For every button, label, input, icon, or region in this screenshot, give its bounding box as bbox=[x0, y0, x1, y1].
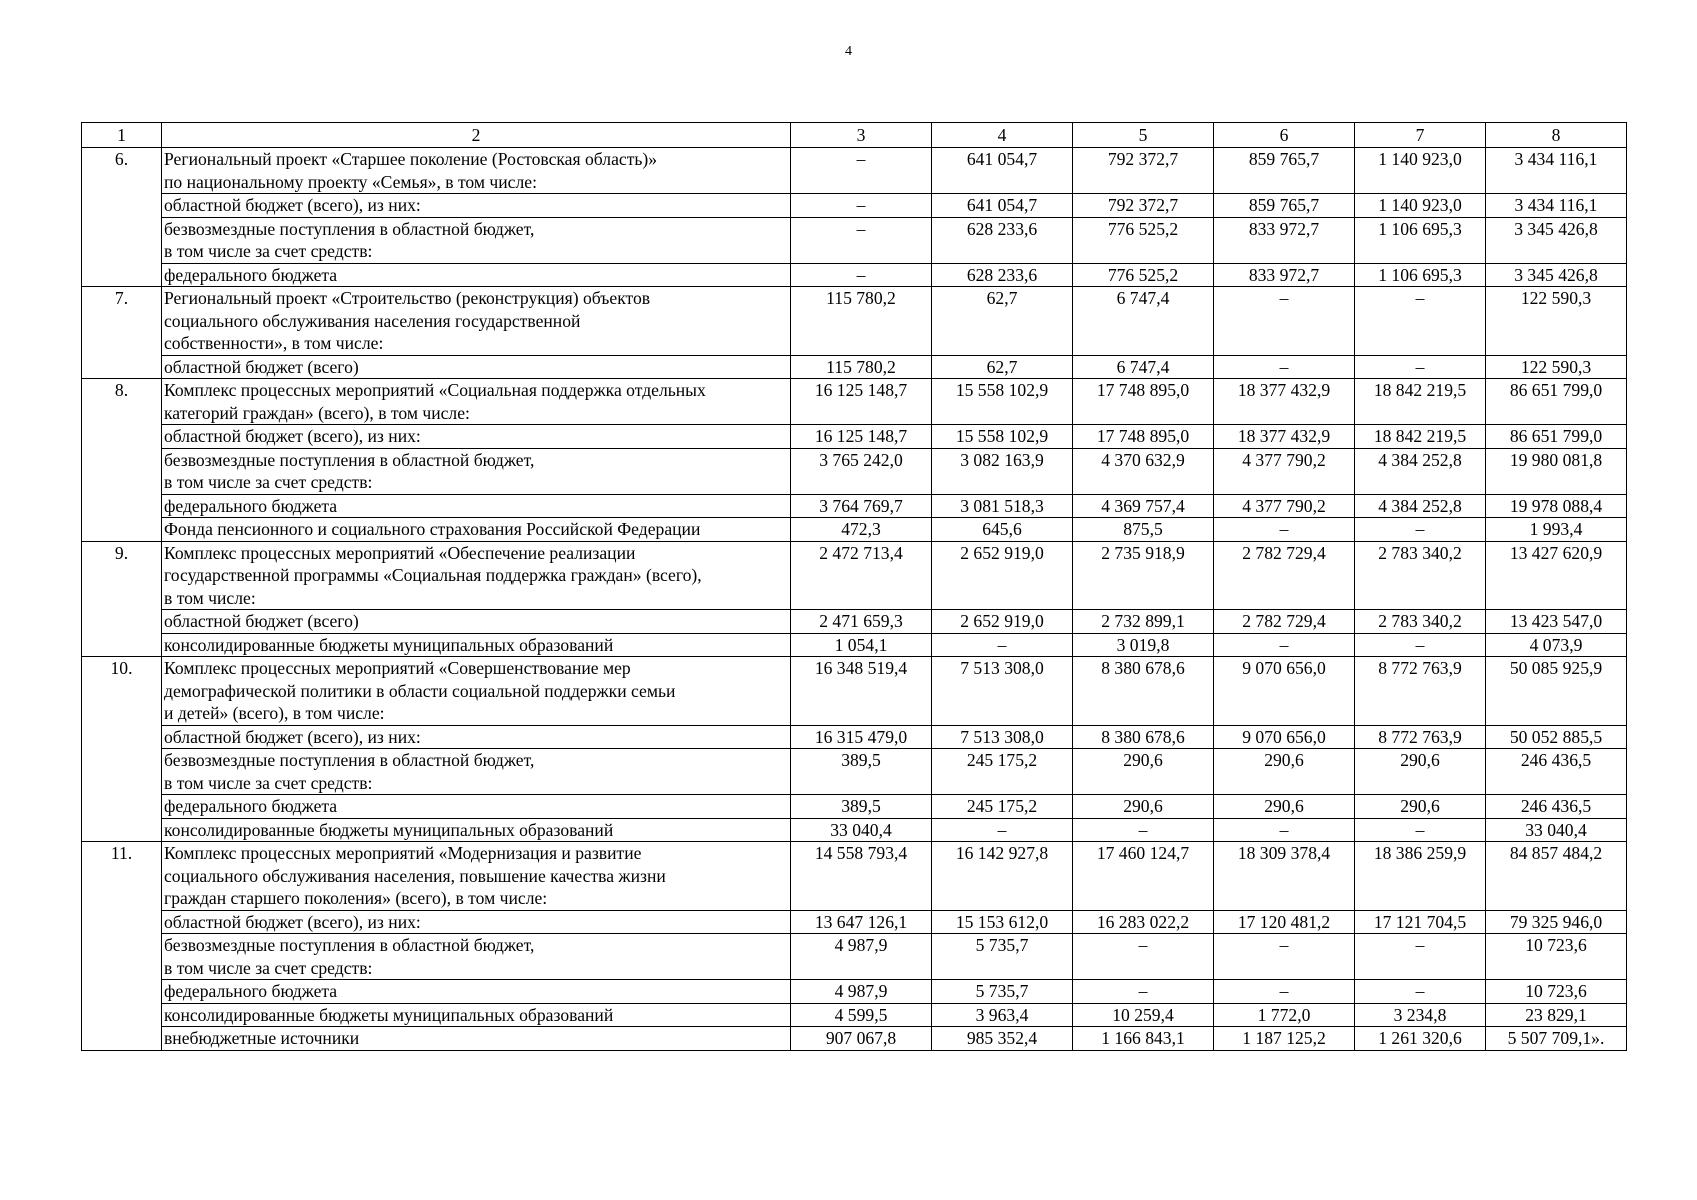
value-cell: 15 153 612,0 bbox=[932, 910, 1073, 934]
value-cell: 3 434 116,1 bbox=[1486, 148, 1627, 194]
value-cell: 2 732 899,1 bbox=[1073, 610, 1214, 634]
value-cell: 8 772 763,9 bbox=[1355, 657, 1486, 726]
table-body bbox=[82, 123, 1627, 1051]
column-header: 8 bbox=[1486, 123, 1627, 148]
table-row bbox=[82, 217, 1627, 263]
value-cell: 1 106 695,3 bbox=[1355, 217, 1486, 263]
value-cell: 246 436,5 bbox=[1486, 749, 1627, 795]
value-cell: 122 590,3 bbox=[1486, 287, 1627, 356]
value-cell: 18 842 219,5 bbox=[1355, 379, 1486, 425]
value-cell: 628 233,6 bbox=[932, 263, 1073, 287]
table-row bbox=[82, 287, 1627, 356]
value-cell: – bbox=[932, 818, 1073, 842]
row-description: областной бюджет (всего), из них: bbox=[162, 425, 791, 449]
value-cell: 122 590,3 bbox=[1486, 355, 1627, 379]
value-cell: 3 234,8 bbox=[1355, 1003, 1486, 1027]
value-cell: 8 380 678,6 bbox=[1073, 657, 1214, 726]
value-cell: 2 782 729,4 bbox=[1214, 541, 1355, 610]
value-cell: 859 765,7 bbox=[1214, 194, 1355, 218]
table-row bbox=[82, 842, 1627, 911]
value-cell: – bbox=[1355, 980, 1486, 1004]
value-cell: 33 040,4 bbox=[1486, 818, 1627, 842]
table-row bbox=[82, 749, 1627, 795]
table-row bbox=[82, 194, 1627, 218]
value-cell: – bbox=[1355, 355, 1486, 379]
row-description: Региональный проект «Старшее поколение (Ростовская область)» по национальному проекту «Семья», в том числе: bbox=[162, 148, 791, 194]
value-cell: 1 166 843,1 bbox=[1073, 1027, 1214, 1051]
column-header: 7 bbox=[1355, 123, 1486, 148]
value-cell: 4 377 790,2 bbox=[1214, 494, 1355, 518]
row-description: областной бюджет (всего), из них: bbox=[162, 725, 791, 749]
value-cell: 7 513 308,0 bbox=[932, 725, 1073, 749]
column-header: 2 bbox=[162, 123, 791, 148]
table-row bbox=[82, 355, 1627, 379]
value-cell: 389,5 bbox=[791, 749, 932, 795]
header-row bbox=[82, 123, 1627, 148]
value-cell: 17 120 481,2 bbox=[1214, 910, 1355, 934]
value-cell: 10 723,6 bbox=[1486, 980, 1627, 1004]
row-index: 10. bbox=[82, 657, 162, 842]
value-cell: 4 377 790,2 bbox=[1214, 448, 1355, 494]
value-cell: 16 315 479,0 bbox=[791, 725, 932, 749]
table-row bbox=[82, 725, 1627, 749]
table-row bbox=[82, 379, 1627, 425]
row-description: областной бюджет (всего), из них: bbox=[162, 910, 791, 934]
value-cell: 6 747,4 bbox=[1073, 287, 1214, 356]
value-cell: 14 558 793,4 bbox=[791, 842, 932, 911]
value-cell: 13 427 620,9 bbox=[1486, 541, 1627, 610]
value-cell: 2 783 340,2 bbox=[1355, 541, 1486, 610]
value-cell: 4 987,9 bbox=[791, 980, 932, 1004]
value-cell: 4 369 757,4 bbox=[1073, 494, 1214, 518]
value-cell: 875,5 bbox=[1073, 518, 1214, 542]
value-cell: 5 735,7 bbox=[932, 934, 1073, 980]
value-cell: 1 261 320,6 bbox=[1355, 1027, 1486, 1051]
row-description: безвозмездные поступления в областной бюджет, в том числе за счет средств: bbox=[162, 448, 791, 494]
value-cell: 2 471 659,3 bbox=[791, 610, 932, 634]
value-cell: 907 067,8 bbox=[791, 1027, 932, 1051]
value-cell: 19 980 081,8 bbox=[1486, 448, 1627, 494]
value-cell: 18 377 432,9 bbox=[1214, 379, 1355, 425]
value-cell: – bbox=[1355, 287, 1486, 356]
page-number: 4 bbox=[845, 44, 852, 59]
value-cell: 1 054,1 bbox=[791, 633, 932, 657]
column-header: 1 bbox=[82, 123, 162, 148]
value-cell: 19 978 088,4 bbox=[1486, 494, 1627, 518]
value-cell: 23 829,1 bbox=[1486, 1003, 1627, 1027]
value-cell: – bbox=[1355, 518, 1486, 542]
column-header: 6 bbox=[1214, 123, 1355, 148]
value-cell: 290,6 bbox=[1355, 749, 1486, 795]
value-cell: 8 380 678,6 bbox=[1073, 725, 1214, 749]
value-cell: 3 765 242,0 bbox=[791, 448, 932, 494]
value-cell: 792 372,7 bbox=[1073, 148, 1214, 194]
table-row bbox=[82, 934, 1627, 980]
value-cell: 17 460 124,7 bbox=[1073, 842, 1214, 911]
value-cell: – bbox=[1073, 980, 1214, 1004]
value-cell: 5 735,7 bbox=[932, 980, 1073, 1004]
row-description: безвозмездные поступления в областной бюджет, в том числе за счет средств: bbox=[162, 934, 791, 980]
value-cell: 833 972,7 bbox=[1214, 217, 1355, 263]
value-cell: 290,6 bbox=[1073, 795, 1214, 819]
value-cell: 2 652 919,0 bbox=[932, 541, 1073, 610]
row-index: 7. bbox=[82, 287, 162, 379]
value-cell: – bbox=[1214, 818, 1355, 842]
value-cell: – bbox=[1214, 980, 1355, 1004]
table-row bbox=[82, 425, 1627, 449]
value-cell: 86 651 799,0 bbox=[1486, 379, 1627, 425]
table-row bbox=[82, 518, 1627, 542]
value-cell: 290,6 bbox=[1214, 795, 1355, 819]
value-cell: 79 325 946,0 bbox=[1486, 910, 1627, 934]
value-cell: 4 599,5 bbox=[791, 1003, 932, 1027]
table-row bbox=[82, 910, 1627, 934]
row-description: федерального бюджета bbox=[162, 494, 791, 518]
value-cell: – bbox=[1073, 818, 1214, 842]
value-cell: 4 987,9 bbox=[791, 934, 932, 980]
value-cell: 3 434 116,1 bbox=[1486, 194, 1627, 218]
row-description: консолидированные бюджеты муниципальных образований bbox=[162, 633, 791, 657]
value-cell: 290,6 bbox=[1355, 795, 1486, 819]
value-cell: 17 121 704,5 bbox=[1355, 910, 1486, 934]
value-cell: 1 106 695,3 bbox=[1355, 263, 1486, 287]
value-cell: 3 345 426,8 bbox=[1486, 217, 1627, 263]
value-cell: 2 472 713,4 bbox=[791, 541, 932, 610]
value-cell: – bbox=[791, 148, 932, 194]
value-cell: 10 259,4 bbox=[1073, 1003, 1214, 1027]
value-cell: 15 558 102,9 bbox=[932, 425, 1073, 449]
value-cell: 833 972,7 bbox=[1214, 263, 1355, 287]
row-description: консолидированные бюджеты муниципальных образований bbox=[162, 1003, 791, 1027]
value-cell: 776 525,2 bbox=[1073, 217, 1214, 263]
value-cell: 1 772,0 bbox=[1214, 1003, 1355, 1027]
row-description: консолидированные бюджеты муниципальных образований bbox=[162, 818, 791, 842]
column-header: 5 bbox=[1073, 123, 1214, 148]
row-description: Комплекс процессных мероприятий «Социальная поддержка отдельных категорий граждан» (всего), в том числе: bbox=[162, 379, 791, 425]
value-cell: 16 125 148,7 bbox=[791, 379, 932, 425]
value-cell: 62,7 bbox=[932, 287, 1073, 356]
table-row bbox=[82, 1003, 1627, 1027]
value-cell: 641 054,7 bbox=[932, 148, 1073, 194]
row-description: областной бюджет (всего) bbox=[162, 610, 791, 634]
table-row bbox=[82, 448, 1627, 494]
value-cell: 641 054,7 bbox=[932, 194, 1073, 218]
value-cell: 9 070 656,0 bbox=[1214, 657, 1355, 726]
value-cell: – bbox=[932, 633, 1073, 657]
value-cell: 18 377 432,9 bbox=[1214, 425, 1355, 449]
value-cell: 33 040,4 bbox=[791, 818, 932, 842]
row-description: Комплекс процессных мероприятий «Модернизация и развитие социального обслуживания населения, повышение качества жизни граждан старшего поколения» (всего), в том числе: bbox=[162, 842, 791, 911]
row-description: Фонда пенсионного и социального страхования Российской Федерации bbox=[162, 518, 791, 542]
value-cell: 985 352,4 bbox=[932, 1027, 1073, 1051]
value-cell: 115 780,2 bbox=[791, 287, 932, 356]
value-cell: 10 723,6 bbox=[1486, 934, 1627, 980]
value-cell: 50 085 925,9 bbox=[1486, 657, 1627, 726]
value-cell: 290,6 bbox=[1073, 749, 1214, 795]
table-row bbox=[82, 980, 1627, 1004]
value-cell: 4 370 632,9 bbox=[1073, 448, 1214, 494]
value-cell: 18 309 378,4 bbox=[1214, 842, 1355, 911]
row-index: 11. bbox=[82, 842, 162, 1051]
value-cell: 16 283 022,2 bbox=[1073, 910, 1214, 934]
value-cell: 13 423 547,0 bbox=[1486, 610, 1627, 634]
value-cell: 3 082 163,9 bbox=[932, 448, 1073, 494]
value-cell: 1 140 923,0 bbox=[1355, 194, 1486, 218]
value-cell: 2 735 918,9 bbox=[1073, 541, 1214, 610]
value-cell: 4 384 252,8 bbox=[1355, 494, 1486, 518]
value-cell: 3 345 426,8 bbox=[1486, 263, 1627, 287]
row-description: федерального бюджета bbox=[162, 795, 791, 819]
table-row bbox=[82, 263, 1627, 287]
value-cell: 792 372,7 bbox=[1073, 194, 1214, 218]
value-cell: – bbox=[791, 217, 932, 263]
value-cell: 9 070 656,0 bbox=[1214, 725, 1355, 749]
value-cell: 290,6 bbox=[1214, 749, 1355, 795]
value-cell: – bbox=[1214, 287, 1355, 356]
table-row bbox=[82, 795, 1627, 819]
table-row bbox=[82, 541, 1627, 610]
value-cell: 115 780,2 bbox=[791, 355, 932, 379]
column-header: 3 bbox=[791, 123, 932, 148]
value-cell: 86 651 799,0 bbox=[1486, 425, 1627, 449]
value-cell: – bbox=[1355, 934, 1486, 980]
row-description: Комплекс процессных мероприятий «Совершенствование мер демографической политики в области социальной поддержки семьи и детей» (всего), в том числе: bbox=[162, 657, 791, 726]
value-cell: – bbox=[1214, 518, 1355, 542]
value-cell: 5 507 709,1». bbox=[1486, 1027, 1627, 1051]
value-cell: – bbox=[1214, 934, 1355, 980]
table-row bbox=[82, 818, 1627, 842]
table-row bbox=[82, 494, 1627, 518]
budget-table bbox=[81, 122, 1627, 1051]
row-description: внебюджетные источники bbox=[162, 1027, 791, 1051]
value-cell: 1 140 923,0 bbox=[1355, 148, 1486, 194]
column-header: 4 bbox=[932, 123, 1073, 148]
value-cell: 4 384 252,8 bbox=[1355, 448, 1486, 494]
value-cell: 16 125 148,7 bbox=[791, 425, 932, 449]
value-cell: 859 765,7 bbox=[1214, 148, 1355, 194]
value-cell: 3 019,8 bbox=[1073, 633, 1214, 657]
value-cell: – bbox=[791, 194, 932, 218]
value-cell: 389,5 bbox=[791, 795, 932, 819]
value-cell: 628 233,6 bbox=[932, 217, 1073, 263]
value-cell: 3 963,4 bbox=[932, 1003, 1073, 1027]
value-cell: 13 647 126,1 bbox=[791, 910, 932, 934]
value-cell: – bbox=[1355, 633, 1486, 657]
row-description: федерального бюджета bbox=[162, 263, 791, 287]
row-description: областной бюджет (всего) bbox=[162, 355, 791, 379]
value-cell: 84 857 484,2 bbox=[1486, 842, 1627, 911]
value-cell: 18 842 219,5 bbox=[1355, 425, 1486, 449]
row-description: безвозмездные поступления в областной бюджет, в том числе за счет средств: bbox=[162, 217, 791, 263]
value-cell: 16 142 927,8 bbox=[932, 842, 1073, 911]
value-cell: 17 748 895,0 bbox=[1073, 425, 1214, 449]
value-cell: 50 052 885,5 bbox=[1486, 725, 1627, 749]
value-cell: 3 081 518,3 bbox=[932, 494, 1073, 518]
value-cell: 62,7 bbox=[932, 355, 1073, 379]
value-cell: 776 525,2 bbox=[1073, 263, 1214, 287]
value-cell: 472,3 bbox=[791, 518, 932, 542]
row-index: 6. bbox=[82, 148, 162, 287]
row-index: 8. bbox=[82, 379, 162, 542]
row-index: 9. bbox=[82, 541, 162, 657]
table-row bbox=[82, 633, 1627, 657]
value-cell: 8 772 763,9 bbox=[1355, 725, 1486, 749]
value-cell: 3 764 769,7 bbox=[791, 494, 932, 518]
row-description: Комплекс процессных мероприятий «Обеспечение реализации государственной программы «Социальная поддержка граждан» (всего), в том числе: bbox=[162, 541, 791, 610]
value-cell: 246 436,5 bbox=[1486, 795, 1627, 819]
value-cell: 16 348 519,4 bbox=[791, 657, 932, 726]
row-description: Региональный проект «Строительство (реконструкция) объектов социального обслуживания населения государственной собственности», в том числе: bbox=[162, 287, 791, 356]
value-cell: 6 747,4 bbox=[1073, 355, 1214, 379]
value-cell: 17 748 895,0 bbox=[1073, 379, 1214, 425]
value-cell: 4 073,9 bbox=[1486, 633, 1627, 657]
table-row bbox=[82, 657, 1627, 726]
value-cell: 7 513 308,0 bbox=[932, 657, 1073, 726]
value-cell: 245 175,2 bbox=[932, 749, 1073, 795]
row-description: федерального бюджета bbox=[162, 980, 791, 1004]
row-description: безвозмездные поступления в областной бюджет, в том числе за счет средств: bbox=[162, 749, 791, 795]
value-cell: 15 558 102,9 bbox=[932, 379, 1073, 425]
value-cell: – bbox=[1355, 818, 1486, 842]
value-cell: 645,6 bbox=[932, 518, 1073, 542]
table-row bbox=[82, 610, 1627, 634]
row-description: областной бюджет (всего), из них: bbox=[162, 194, 791, 218]
value-cell: – bbox=[791, 263, 932, 287]
value-cell: – bbox=[1214, 633, 1355, 657]
value-cell: – bbox=[1214, 355, 1355, 379]
value-cell: – bbox=[1073, 934, 1214, 980]
table-row bbox=[82, 148, 1627, 194]
value-cell: 1 187 125,2 bbox=[1214, 1027, 1355, 1051]
value-cell: 2 652 919,0 bbox=[932, 610, 1073, 634]
value-cell: 18 386 259,9 bbox=[1355, 842, 1486, 911]
value-cell: 1 993,4 bbox=[1486, 518, 1627, 542]
value-cell: 245 175,2 bbox=[932, 795, 1073, 819]
value-cell: 2 782 729,4 bbox=[1214, 610, 1355, 634]
table-row bbox=[82, 1027, 1627, 1051]
value-cell: 2 783 340,2 bbox=[1355, 610, 1486, 634]
